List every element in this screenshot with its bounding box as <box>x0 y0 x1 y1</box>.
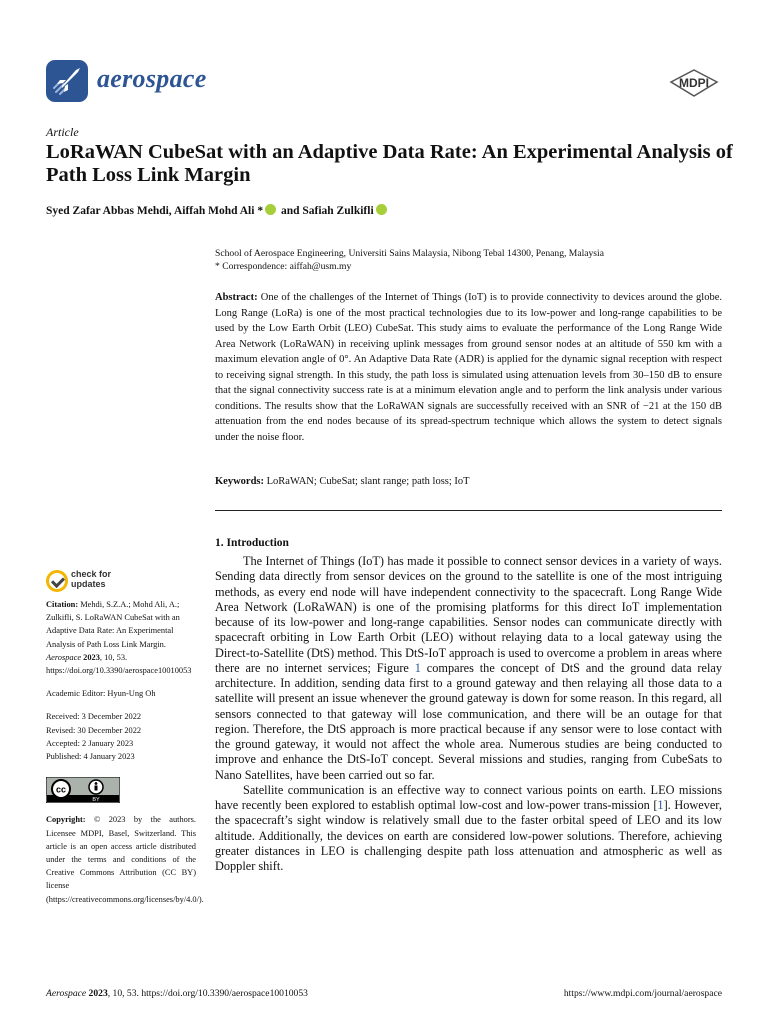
section-heading: 1. Introduction <box>215 537 289 549</box>
paragraph: Satellite communication is an effective way to connect various points on earth. LEO missions have recently been explored to establish optimal low-cost and low-power trans-mission [1]. However, the spacecraft’s sight window is relatively small due to the faster orbital speed of LEO and its low altitude. Additionally, the devices on earth are considered low-power solutions. Therefore, achieving greater distances in LEO is challenging despite path loss attenuation and atmospheric as well as Doppler shift. <box>215 782 722 873</box>
article-type: Article <box>46 125 79 139</box>
abstract-text: One of the challenges of the Internet of Things (IoT) is to provide connectivity to devices around the globe. Long Range (LoRa) is one of the most practical technologies due to its low-power and long-range capabilities to be used by the Low Earth Orbit (LEO) CubeSat. This study aims to evaluate the performance of the Long Range Wide Area Network (LoRaWAN) in receiving uplink messages from ground sensor nodes at an altitude of 550 km with a maximum elevation angle of 0°. An Adaptive Data Rate (ADR) is applied for the dynamic signal reception with respect to receiving signal strength. In this study, the path loss is simulated using attenuation levels from 30–150 dB to ensure that the signal connectivity success rate is at a minimum elevation angle and to perform the link analysis under various conditions. The results show that the LoRaWAN signals are successfully received with an SNR of −21 at the 150 dB attenuation from the end nodes because of its spread-spectrum technique which allows the system to detect signals under the noise floor. <box>215 292 722 443</box>
cc-by-license-icon[interactable] <box>46 777 120 803</box>
paragraph: The Internet of Things (IoT) has made it possible to connect sensor devices in a variety of ways. Sending data directly from sensor devices on the ground to the satellite is one of the most intriguing methods, as every end node will have independent connectivity to the spacecraft. Long Range Wide Area Network (LoRaWAN) is one of the promising platforms for this direct IoT implementation because of its low-power and long-range capabilities. Sensor nodes can communicate directly with spacecraft orbiting in Low Earth Orbit (LEO) without relaying data to a local gateway using the Direct-to-Satellite (DtS) method. This DtS-IoT approach is used to overcome a problem in areas where there are no internet services; Figure 1 compares the concept of DtS and the ground data relay architecture. In addition, sending data first to a ground gateway and then relaying all those data to a satellite will present an issue whenever the ground gateway is down for some reason. In this regard, all sensors connected to that gateway will lose communication, and there will be an outage for that region. Therefore, the DtS approach is more practical because if any sensor were to lose contact with the ground gateway, it would not affect the whole area. Numerous studies are being conducted to improve and enhance the DtS-IoT concept. Several missions and studies, ranging from CubeSats to Nano Satellites, have been carried out so far. <box>215 554 722 782</box>
svg-text:cc: cc <box>55 784 67 795</box>
citation: Citation: Mehdi, S.Z.A.; Mohd Ali, A.; Zulkifli, S. LoRaWAN CubeSat with an Adaptive Data Rate: An Experimental Analysis of Path Loss Link Margin. Aerospace 2023, 10, 53. https://doi.org/10.3390/aerospace10010053 <box>46 600 192 676</box>
publication-dates: Received: 3 December 2022 Revised: 30 December 2022 Accepted: 2 January 2023 Published: 4 January 2023 <box>46 712 142 762</box>
figure-link[interactable]: 1 <box>414 660 421 675</box>
affiliation: School of Aerospace Engineering, Universiti Sains Malaysia, Nibong Tebal 14300, Penang, Malaysia <box>215 248 604 259</box>
academic-editor: Academic Editor: Hyun-Ung Oh <box>46 689 156 699</box>
publisher-name: MDPI <box>679 76 709 90</box>
rocket-logo-icon <box>46 60 88 102</box>
check-updates-label: check for updates <box>71 569 112 589</box>
affiliations <box>215 247 725 273</box>
journal-url[interactable]: https://www.mdpi.com/journal/aerospace <box>563 988 722 999</box>
author-name[interactable]: and Safiah Zulkifli <box>280 205 374 217</box>
keywords <box>215 476 722 487</box>
keywords-label: Keywords: <box>215 476 264 487</box>
orcid-icon[interactable] <box>376 204 387 215</box>
abstract <box>215 290 722 445</box>
article-sidebar <box>46 598 204 906</box>
abstract-label: Abstract: <box>215 292 258 303</box>
author-name[interactable]: Aiffah Mohd Ali * <box>173 205 264 217</box>
section-divider <box>215 510 722 511</box>
keywords-text: LoRaWAN; CubeSat; slant range; path loss; IoT <box>266 476 470 487</box>
journal-header <box>46 56 724 106</box>
author-list <box>46 204 389 217</box>
mdpi-logo-icon[interactable] <box>668 68 720 98</box>
page-footer <box>46 988 722 1002</box>
svg-text:BY: BY <box>92 797 100 804</box>
introduction-body <box>215 554 722 874</box>
orcid-icon[interactable] <box>265 204 276 215</box>
check-for-updates-button[interactable] <box>46 569 126 595</box>
article-title: LoRaWAN CubeSat with an Adaptive Data Rate: An Experimental Analysis of Path Loss Link Margin <box>46 141 733 186</box>
check-icon <box>46 570 68 592</box>
correspondence: * Correspondence: aiffah@usm.my <box>215 261 352 272</box>
copyright-notice: Copyright: © 2023 by the authors. Licensee MDPI, Basel, Switzerland. This article is an open access article distributed under the terms and conditions of the Creative Commons Attribution (CC BY) license (https://creativecommons.org/licenses/by/4.0/). <box>46 815 204 904</box>
footer-citation: Aerospace 2023, 10, 53. https://doi.org/10.3390/aerospace10010053 <box>46 988 308 999</box>
journal-name[interactable]: aerospace <box>97 64 207 93</box>
author-name[interactable]: Syed Zafar Abbas Mehdi, <box>46 205 172 217</box>
citation-link[interactable]: 1 <box>657 798 664 812</box>
